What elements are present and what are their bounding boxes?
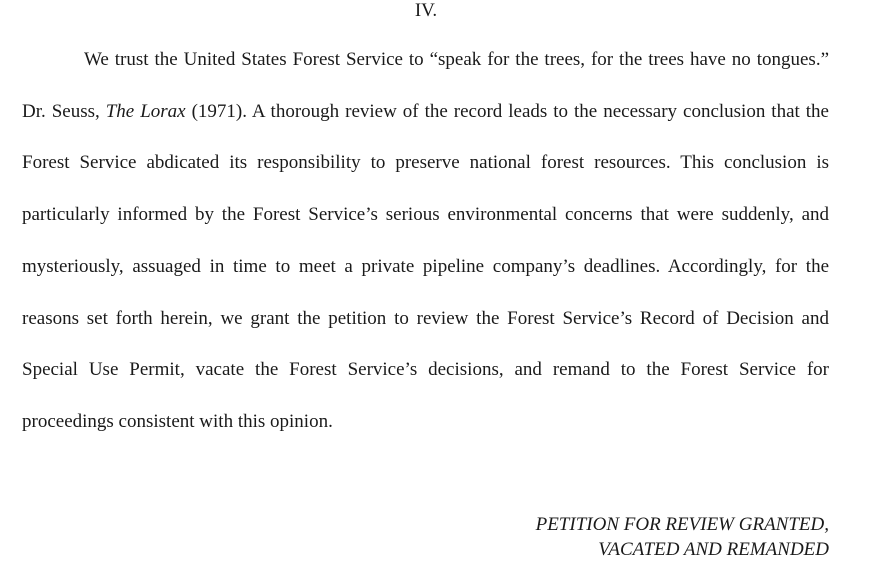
paragraph-text-part1: We trust the United States Forest Service to “speak for the trees, for the trees have no tongues.” Dr. Seuss, <box>22 49 829 122</box>
book-title: The Lorax <box>105 100 186 122</box>
disposition-block <box>536 512 829 562</box>
opinion-paragraph <box>22 34 829 448</box>
disposition-line-2: VACATED AND REMANDED <box>598 539 829 560</box>
paragraph-text-part2: (1971). A thorough review of the record leads to the necessary conclusion that the Forest Service abdicated its responsibility to preserve national forest resources. This conclusion is particularly informed by the Forest Service’s serious environmental concerns that were suddenly, and mysteriously, assuaged in time to meet a private pipeline company’s deadlines. Accordingly, for the reasons set forth herein, we grant the petition to review the Forest Service’s Record of Decision and Special Use Permit, vacate the Forest Service’s decisions, and remand to the Forest Service for proceedings consistent with this opinion. <box>22 100 829 432</box>
disposition-line-1: PETITION FOR REVIEW GRANTED, <box>535 514 829 535</box>
section-heading: IV. <box>414 0 438 21</box>
